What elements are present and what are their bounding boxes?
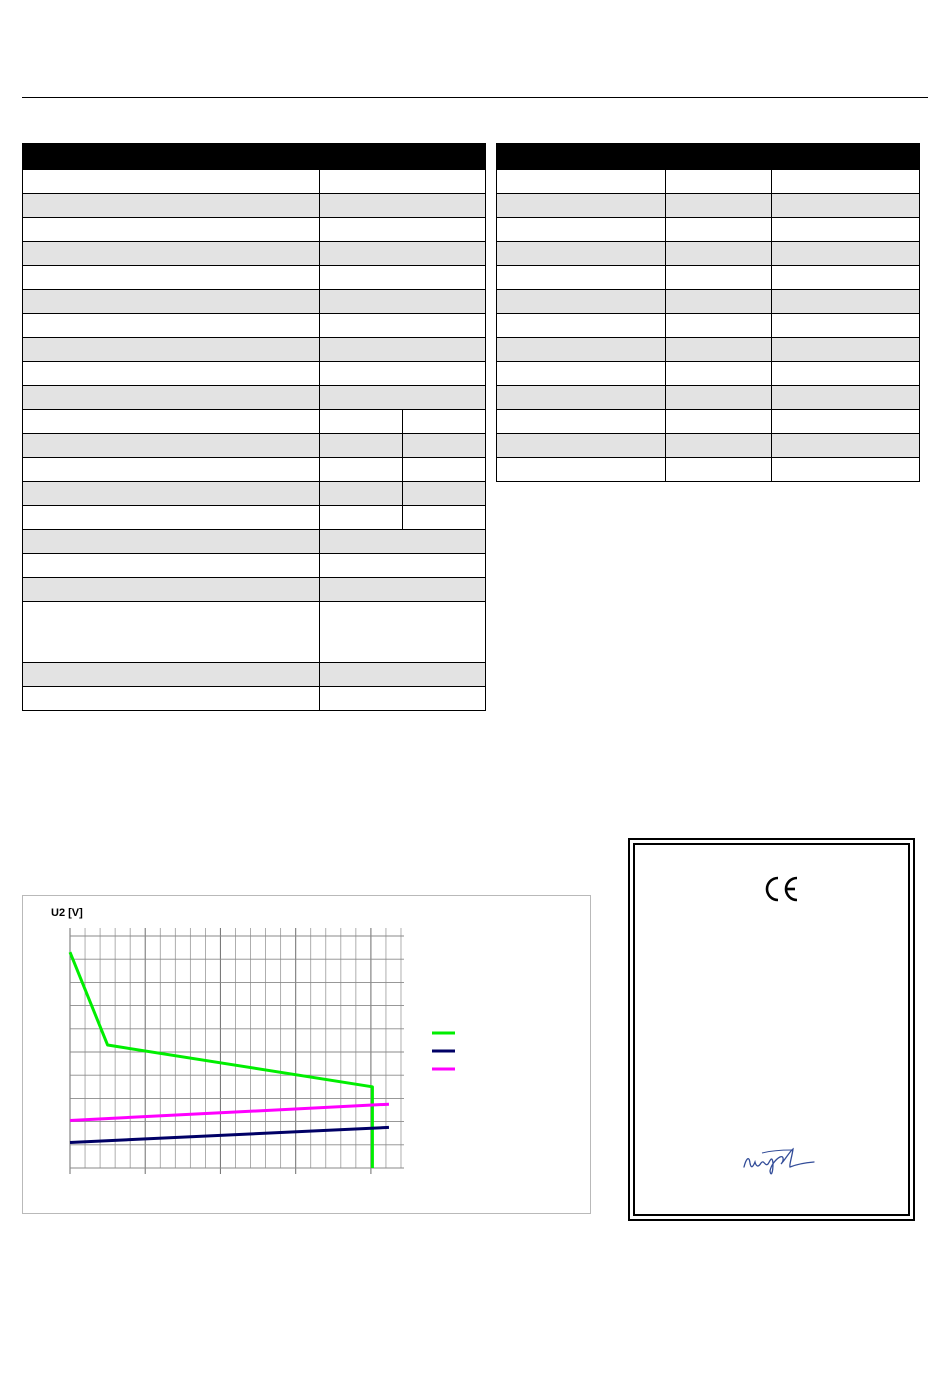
table-row — [497, 170, 920, 194]
ce-declaration-inner-frame — [633, 843, 910, 1216]
table-row — [23, 218, 486, 242]
table-row — [23, 434, 486, 458]
table-row — [23, 410, 486, 434]
output-voltage-chart — [22, 895, 591, 1214]
table-row — [497, 242, 920, 266]
table-row — [497, 314, 920, 338]
table-row — [23, 290, 486, 314]
table-row — [23, 242, 486, 266]
table-row — [23, 663, 486, 687]
table-row — [497, 290, 920, 314]
table-header-row — [23, 144, 486, 170]
ce-mark-icon — [762, 874, 800, 904]
table-row — [497, 386, 920, 410]
table-row — [497, 218, 920, 242]
spec-table-right — [496, 143, 920, 482]
table-row — [23, 578, 486, 602]
table-row — [23, 266, 486, 290]
table-row — [23, 687, 486, 711]
table-row — [497, 458, 920, 482]
table-row — [23, 458, 486, 482]
table-row — [23, 386, 486, 410]
table-row — [497, 266, 920, 290]
top-rule — [22, 97, 928, 98]
table-row — [23, 482, 486, 506]
table-row — [497, 410, 920, 434]
table-row — [497, 338, 920, 362]
table-row — [23, 530, 486, 554]
table-header-row — [497, 144, 920, 170]
chart-grid — [70, 928, 404, 1174]
table-row — [23, 314, 486, 338]
table-row — [23, 338, 486, 362]
chart-legend — [432, 1033, 455, 1069]
table-row — [497, 362, 920, 386]
table-row — [23, 362, 486, 386]
table-row — [23, 506, 486, 530]
table-row — [23, 554, 486, 578]
spec-table-left — [22, 143, 486, 711]
table-row — [497, 194, 920, 218]
y-axis-label: U2 [V] — [51, 907, 83, 919]
table-row — [497, 434, 920, 458]
table-row — [23, 602, 486, 663]
table-row — [23, 170, 486, 194]
table-row — [23, 194, 486, 218]
signature-icon — [740, 1143, 818, 1179]
ce-declaration-box — [628, 838, 915, 1221]
chart-canvas — [23, 896, 590, 1213]
